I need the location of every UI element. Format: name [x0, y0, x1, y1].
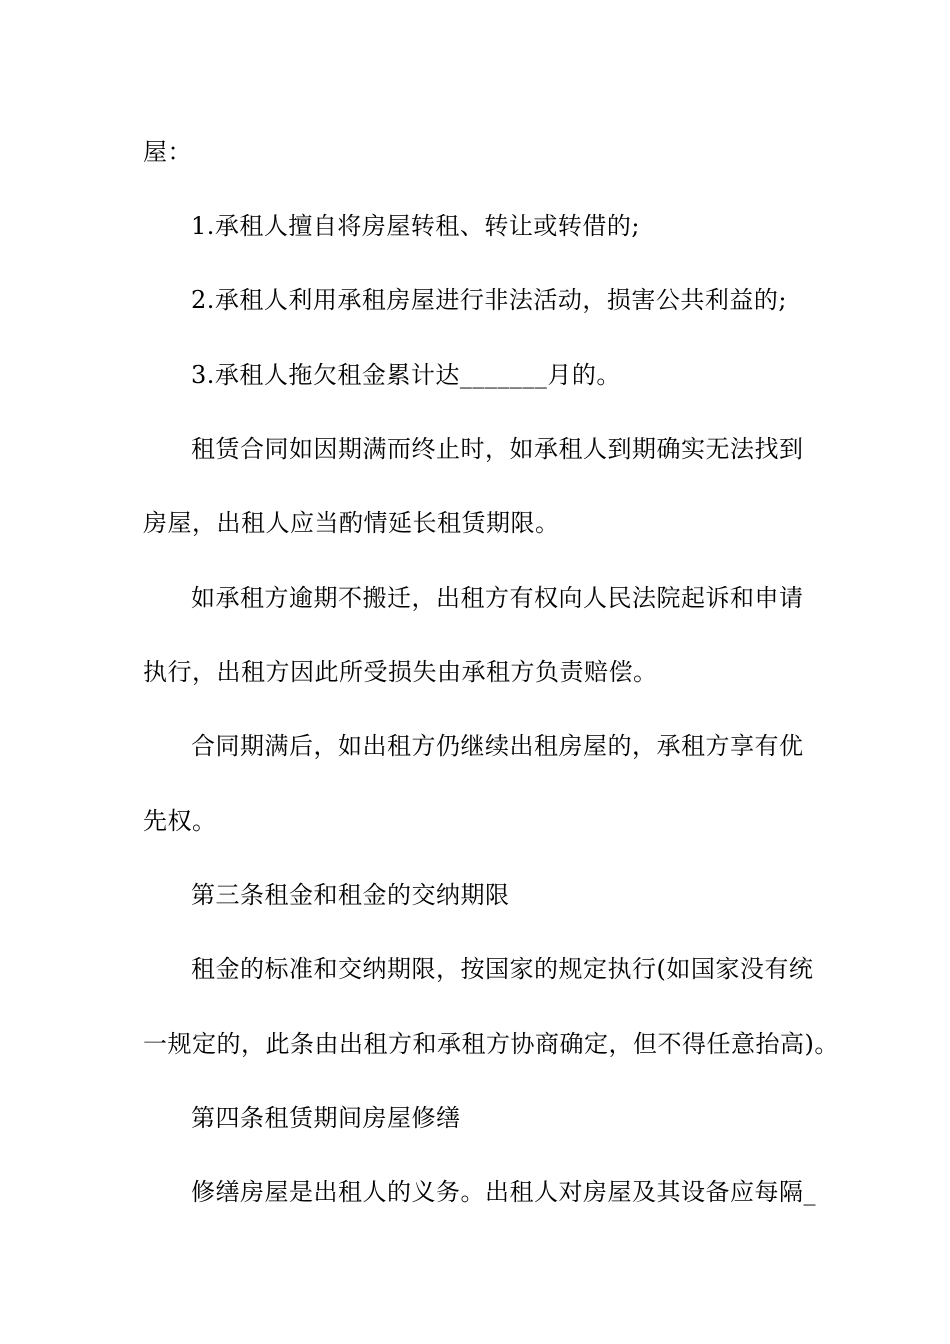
list-item-2: 2.承租人利用承租房屋进行非法活动，损害公共利益的;	[191, 286, 787, 314]
paragraph-line: 房屋，出租人应当酌情延长租赁期限。	[143, 509, 560, 537]
list-item-3: 3.承租人拖欠租金累计达_______月的。	[191, 361, 621, 389]
paragraph-line: 执行，出租方因此所受损失由承租方负责赔偿。	[143, 658, 658, 686]
paragraph-line: 租赁合同如因期满而终止时，如承租人到期确实无法找到	[191, 435, 804, 463]
paragraph-line: 合同期满后，如出租方仍继续出租房屋的，承租方享有优	[191, 732, 804, 760]
list-item-1: 1.承租人擅自将房屋转租、转让或转借的;	[191, 212, 640, 240]
section-heading: 第三条租金和租金的交纳期限	[191, 881, 510, 909]
paragraph-line: 先权。	[143, 807, 217, 835]
paragraph-line: 租金的标准和交纳期限，按国家的规定执行(如国家没有统	[191, 955, 814, 983]
paragraph-line: 如承租方逾期不搬迁，出租方有权向人民法院起诉和申请	[191, 584, 804, 612]
paragraph-line: 修缮房屋是出租人的义务。出租人对房屋及其设备应每隔_	[191, 1178, 816, 1206]
paragraph-line: 一规定的，此条由出租方和承租方协商确定，但不得任意抬高)。	[143, 1030, 839, 1058]
section-heading: 第四条租赁期间房屋修缮	[191, 1104, 461, 1132]
text-line-continuation: 屋：	[143, 138, 192, 166]
